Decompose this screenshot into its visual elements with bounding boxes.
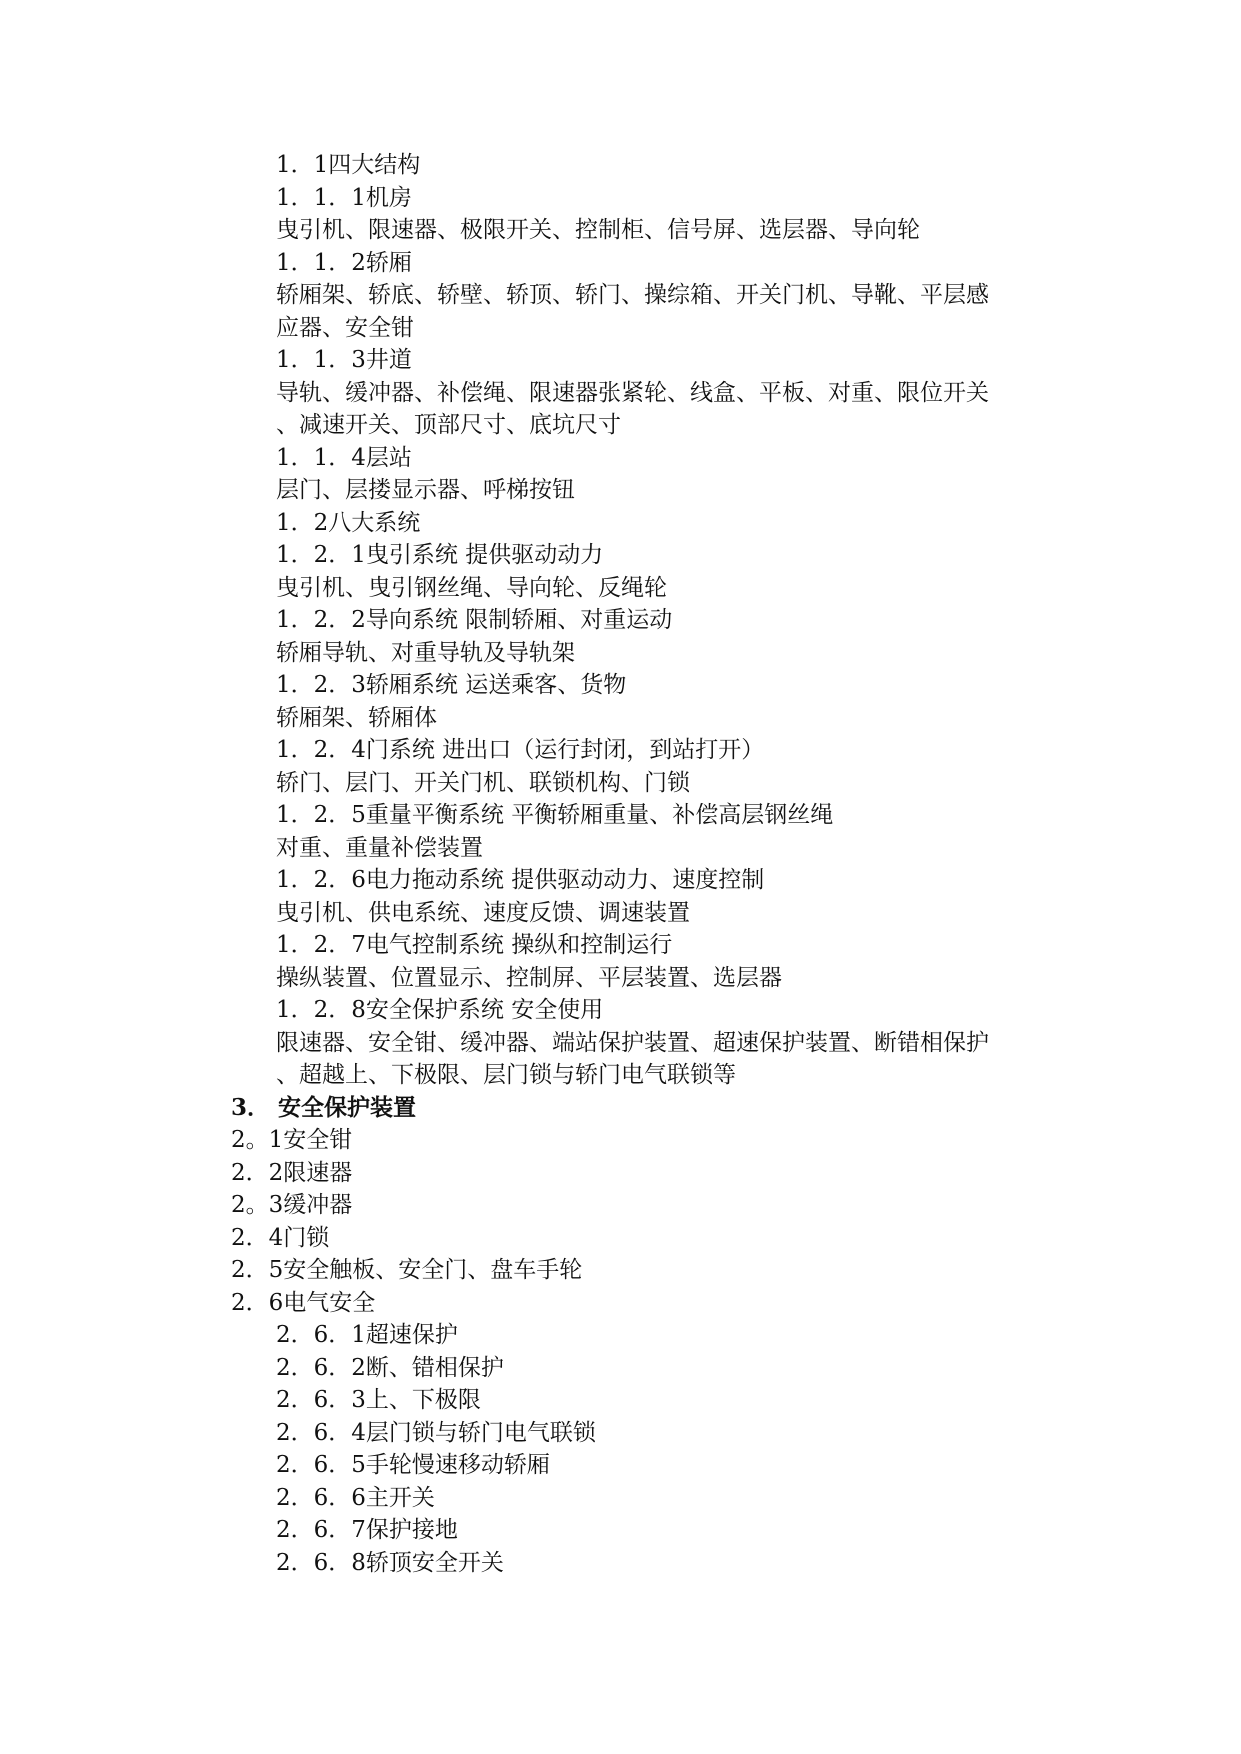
section-heading: 3． 安全保护装置 [231, 1093, 417, 1121]
text-line: 操纵装置、位置显示、控制屏、平层装置、选层器 [276, 964, 782, 991]
text-line: 1．2八大系统 [276, 509, 421, 536]
text-line: 曳引机、限速器、极限开关、控制柜、信号屏、选层器、导向轮 [276, 217, 920, 243]
text-line: 2．6．1超速保护 [276, 1322, 458, 1348]
text-line: 曳引机、曳引钢丝绳、导向轮、反绳轮 [276, 574, 667, 601]
text-line: 轿门、层门、开关门机、联锁机构、门锁 [276, 769, 690, 796]
text-line: 2．6．3上、下极限 [276, 1387, 481, 1413]
text-line: 1．1四大结构 [276, 152, 421, 178]
text-line: 应器、安全钳 [276, 314, 414, 341]
text-line: 轿厢导轨、对重导轨及导轨架 [276, 639, 575, 666]
text-line: 层门、层搂显示器、呼梯按钮 [276, 477, 575, 503]
text-line: 2。3缓冲器 [231, 1192, 353, 1218]
text-line: 、减速开关、顶部尺寸、底坑尺寸 [276, 412, 621, 438]
text-line: 1．2．2导向系统 限制轿厢、对重运动 [276, 607, 673, 633]
text-line: 曳引机、供电系统、速度反馈、调速装置 [276, 899, 690, 926]
text-line: 2．6．5手轮慢速移动轿厢 [276, 1452, 550, 1478]
text-line: 、超越上、下极限、层门锁与轿门电气联锁等 [276, 1062, 736, 1088]
text-line: 2．6．2断、错相保护 [276, 1354, 504, 1381]
text-line: 轿厢架、轿底、轿壁、轿顶、轿门、操综箱、开关门机、导靴、平层感 [276, 282, 989, 308]
text-line: 1．2．6电力拖动系统 提供驱动动力、速度控制 [276, 867, 765, 893]
text-line: 1．2．4门系统 进出口（运行封闭，到站打开） [276, 737, 765, 763]
text-line: 导轨、缓冲器、补偿绳、限速器张紧轮、线盒、平板、对重、限位开关 [276, 379, 989, 406]
text-line: 1．2．8安全保护系统 安全使用 [276, 997, 604, 1023]
text-line: 2．6．6主开关 [276, 1484, 435, 1511]
text-line: 2。1安全钳 [231, 1127, 353, 1153]
text-line: 限速器、安全钳、缓冲器、端站保护装置、超速保护装置、断错相保护 [276, 1029, 989, 1056]
text-line: 2．6．7保护接地 [276, 1517, 458, 1543]
text-line: 1．2．3轿厢系统 运送乘客、货物 [276, 672, 627, 698]
text-line: 2．2限速器 [231, 1159, 353, 1186]
text-line: 2．5安全触板、安全门、盘车手轮 [231, 1257, 583, 1283]
text-line: 1．1．3井道 [276, 347, 412, 373]
text-line: 2．6．8轿顶安全开关 [276, 1549, 504, 1576]
text-line: 2．6．4层门锁与轿门电气联锁 [276, 1419, 596, 1446]
document-body [0, 149, 1241, 1579]
text-line: 1．2．7电气控制系统 操纵和控制运行 [276, 932, 673, 958]
text-line: 1．1．4层站 [276, 444, 412, 471]
text-line: 轿厢架、轿厢体 [276, 704, 437, 731]
text-line: 2．6电气安全 [231, 1289, 376, 1316]
text-line: 1．2．1曳引系统 提供驱动动力 [276, 542, 604, 568]
text-line: 1．1．2轿厢 [276, 249, 412, 276]
text-line: 2．4门锁 [231, 1224, 330, 1251]
text-line: 1．2．5重量平衡系统 平衡轿厢重量、补偿高层钢丝绳 [276, 802, 834, 828]
text-line: 1．1．1机房 [276, 184, 412, 211]
text-line: 对重、重量补偿装置 [276, 834, 483, 861]
